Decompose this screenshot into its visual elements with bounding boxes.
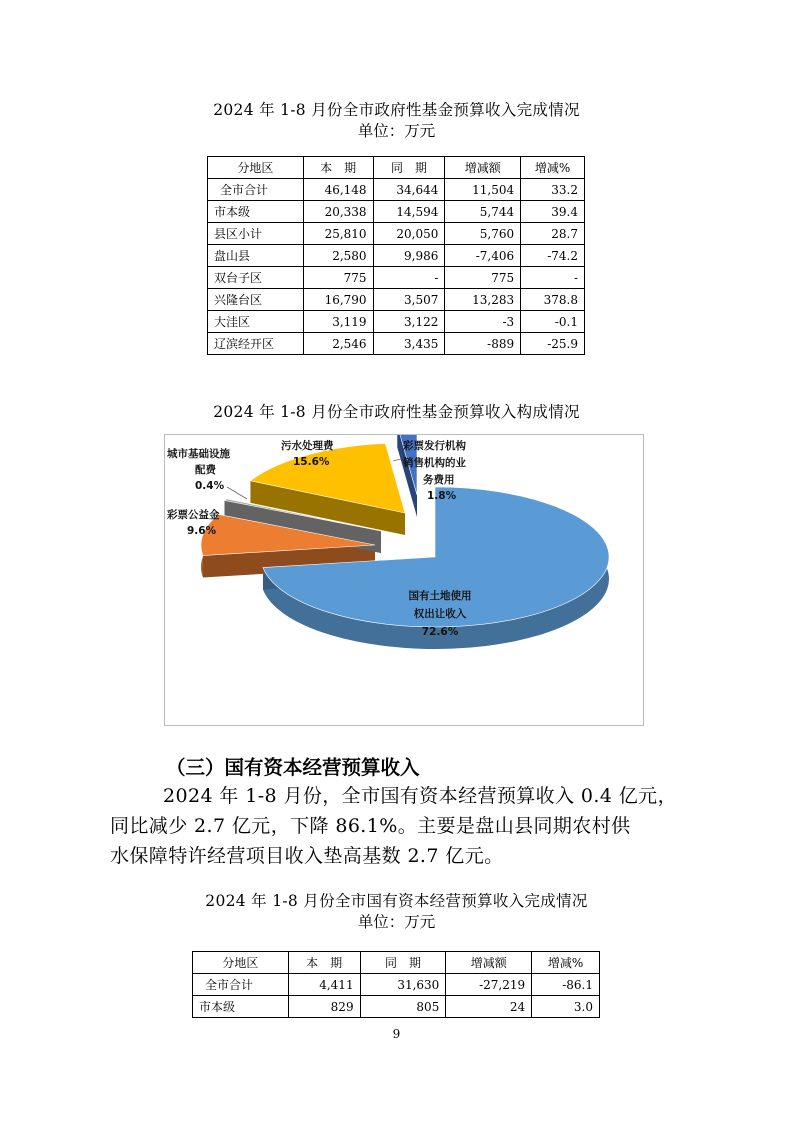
header-cell: 分地区 <box>193 952 289 974</box>
value-cell: 378.8 <box>521 289 585 311</box>
header-cell: 分地区 <box>208 157 304 179</box>
value-cell: -7,406 <box>445 245 521 267</box>
value-cell: 11,504 <box>445 179 521 201</box>
slice-label-issuer-1: 彩票发行机构 <box>403 440 466 452</box>
value-cell: 2,546 <box>303 333 373 355</box>
value-cell: 16,790 <box>303 289 373 311</box>
region-cell: 全市合计 <box>208 179 304 201</box>
table-row <box>208 289 585 311</box>
value-cell: 13,283 <box>445 289 521 311</box>
header-cell: 同 期 <box>373 157 445 179</box>
header-cell: 增减% <box>532 952 600 974</box>
table-header-row <box>208 157 585 179</box>
value-cell: 5,760 <box>445 223 521 245</box>
leader-line-infra <box>227 487 247 499</box>
table-row <box>208 267 585 289</box>
header-cell: 增减% <box>521 157 585 179</box>
header-cell: 本 期 <box>288 952 360 974</box>
table-row <box>208 311 585 333</box>
slice-label-land-1: 国有土地使用 <box>408 590 472 602</box>
value-cell: 46,148 <box>303 179 373 201</box>
paragraph-line-3: 水保障特许经营项目收入垫高基数 2.7 亿元。 <box>110 845 504 867</box>
value-cell: 5,744 <box>445 201 521 223</box>
table2 <box>192 951 600 1018</box>
table2-unit: 单位：万元 <box>357 913 436 931</box>
value-cell: - <box>373 267 445 289</box>
value-cell: 805 <box>360 996 446 1018</box>
chart-title: 2024 年 1-8 月份全市政府性基金预算收入构成情况 <box>213 403 580 421</box>
region-cell: 辽滨经开区 <box>208 333 304 355</box>
value-cell: 20,338 <box>303 201 373 223</box>
pie-chart-frame <box>164 434 644 726</box>
table1 <box>207 156 585 355</box>
slice-label-land-2: 权出让收入 <box>413 608 467 620</box>
value-cell: 31,630 <box>360 974 446 996</box>
value-cell: -889 <box>445 333 521 355</box>
value-cell: 33.2 <box>521 179 585 201</box>
header-cell: 同 期 <box>360 952 446 974</box>
value-cell: 3.0 <box>532 996 600 1018</box>
value-cell: 3,507 <box>373 289 445 311</box>
table-header-row <box>193 952 600 974</box>
value-cell: 3,122 <box>373 311 445 333</box>
table-row <box>193 996 600 1018</box>
value-cell: 4,411 <box>288 974 360 996</box>
region-cell: 兴隆台区 <box>208 289 304 311</box>
slice-label-issuer-3: 务费用 <box>423 474 455 486</box>
slice-label-land-pct: 72.6% <box>421 626 459 638</box>
table-row <box>208 223 585 245</box>
value-cell: 39.4 <box>521 201 585 223</box>
region-cell: 市本级 <box>208 201 304 223</box>
table-row <box>208 333 585 355</box>
slice-label-lottery-pct: 9.6% <box>187 525 217 537</box>
value-cell: -0.1 <box>521 311 585 333</box>
region-cell: 市本级 <box>193 996 289 1018</box>
table-row <box>208 245 585 267</box>
pie-chart <box>165 435 643 725</box>
value-cell: 3,119 <box>303 311 373 333</box>
table-row <box>193 974 600 996</box>
region-cell: 县区小计 <box>208 223 304 245</box>
value-cell: 14,594 <box>373 201 445 223</box>
value-cell: 24 <box>446 996 532 1018</box>
slice-label-issuer-pct: 1.8% <box>427 490 457 502</box>
value-cell: 2,580 <box>303 245 373 267</box>
table-row <box>208 201 585 223</box>
table2-title: 2024 年 1-8 月份全市国有资本经营预算收入完成情况 <box>205 892 588 910</box>
value-cell: 28.7 <box>521 223 585 245</box>
value-cell: -25.9 <box>521 333 585 355</box>
value-cell: 34,644 <box>373 179 445 201</box>
value-cell: 25,810 <box>303 223 373 245</box>
slice-label-issuer-2: 销售机构的业 <box>403 457 466 469</box>
page-number: 9 <box>392 1027 401 1041</box>
slice-label-sewage-pct: 15.6% <box>293 456 330 468</box>
value-cell: 775 <box>303 267 373 289</box>
value-cell: 9,986 <box>373 245 445 267</box>
paragraph-line-2: 同比减少 2.7 亿元，下降 86.1%。主要是盘山县同期农村供 <box>110 815 631 837</box>
header-cell: 增减额 <box>446 952 532 974</box>
slice-label-infra-1: 城市基础设施 <box>167 448 230 460</box>
header-cell: 本 期 <box>303 157 373 179</box>
region-cell: 盘山县 <box>208 245 304 267</box>
value-cell: -86.1 <box>532 974 600 996</box>
value-cell: 775 <box>445 267 521 289</box>
value-cell: -27,219 <box>446 974 532 996</box>
table1-unit: 单位：万元 <box>357 122 436 140</box>
slice-label-infra-pct: 0.4% <box>195 480 225 492</box>
table1-title: 2024 年 1-8 月份全市政府性基金预算收入完成情况 <box>213 101 580 119</box>
region-cell: 全市合计 <box>193 974 289 996</box>
slice-label-sewage-1: 污水处理费 <box>281 440 334 452</box>
region-cell: 双台子区 <box>208 267 304 289</box>
value-cell: -3 <box>445 311 521 333</box>
header-cell: 增减额 <box>445 157 521 179</box>
value-cell: 3,435 <box>373 333 445 355</box>
section-heading: （三）国有资本经营预算收入 <box>166 756 420 779</box>
slice-label-lottery-1: 彩票公益金 <box>167 509 220 521</box>
value-cell: 20,050 <box>373 223 445 245</box>
value-cell: -74.2 <box>521 245 585 267</box>
region-cell: 大洼区 <box>208 311 304 333</box>
slice-label-infra-2: 配费 <box>195 464 216 476</box>
paragraph-line-1: 2024 年 1-8 月份，全市国有资本经营预算收入 0.4 亿元， <box>163 785 677 807</box>
leader-line-issuer <box>393 459 401 461</box>
table-row <box>208 179 585 201</box>
value-cell: - <box>521 267 585 289</box>
value-cell: 829 <box>288 996 360 1018</box>
